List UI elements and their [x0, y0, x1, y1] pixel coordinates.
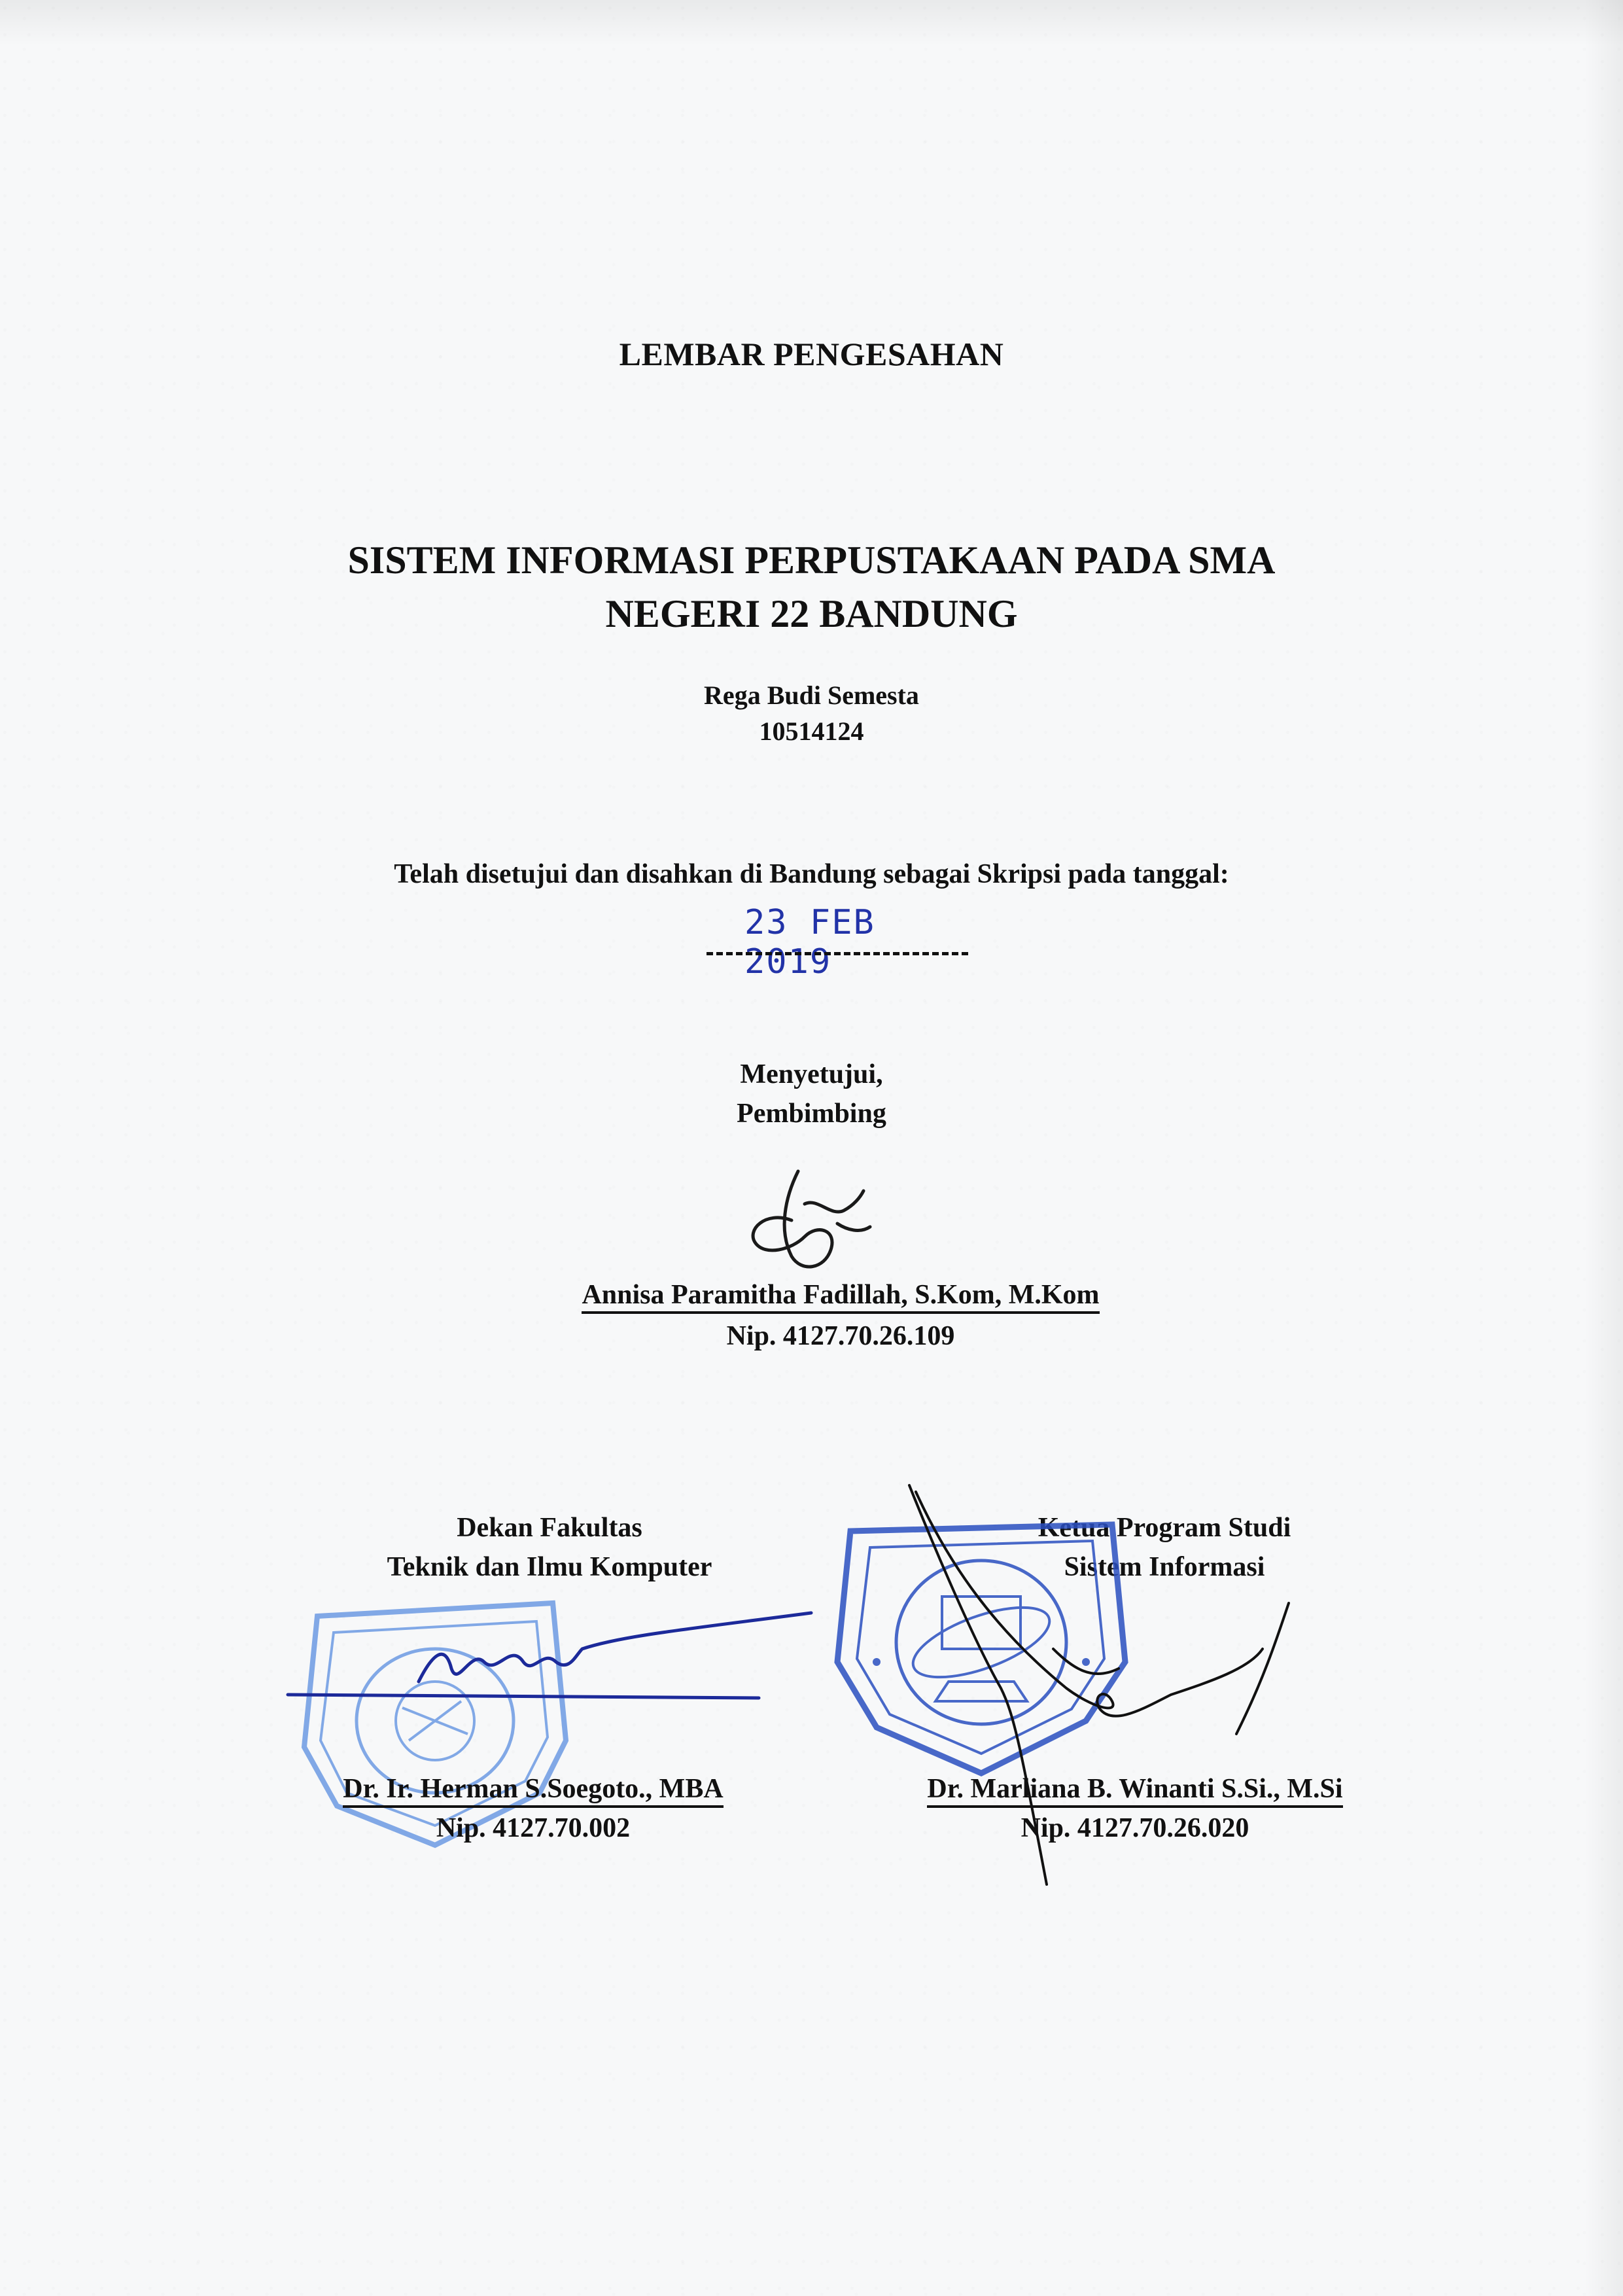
approval-date-stamp: 23 FEB 2019 — [744, 903, 875, 981]
kaprodi-title-line1: Ketua Program Studi — [1038, 1513, 1291, 1543]
thesis-title-line1: SISTEM INFORMASI PERPUSTAKAAN PADA SMA — [347, 539, 1276, 582]
dean-title-line2: Teknik dan Ilmu Komputer — [387, 1552, 712, 1582]
thesis-title-line2: NEGERI 22 BANDUNG — [605, 592, 1018, 635]
dean-title-line1: Dekan Fakultas — [457, 1513, 642, 1543]
advisor-signature — [739, 1158, 883, 1289]
dean-nip: Nip. 4127.70.002 — [436, 1813, 631, 1843]
date-dashed-line — [707, 952, 968, 955]
kaprodi-name: Dr. Marliana B. Winanti S.Si., M.Si — [927, 1774, 1342, 1808]
dean-title — [288, 1508, 811, 1587]
scan-edge-top — [0, 0, 1623, 46]
approval-block — [0, 1055, 1623, 1133]
author-id: 10514124 — [759, 716, 864, 746]
author-block — [0, 677, 1623, 749]
advisor-name-line — [533, 1279, 1148, 1311]
page-heading: LEMBAR PENGESAHAN — [619, 336, 1004, 372]
approval-statement: Telah disetujui dan disahkan di Bandung sebagai Skripsi pada tanggal: — [394, 859, 1229, 889]
advisor-role: Pembimbing — [737, 1099, 886, 1129]
approval-label: Menyetujui, — [740, 1059, 883, 1089]
advisor-name: Annisa Paramitha Fadillah, S.Kom, M.Kom — [582, 1280, 1099, 1314]
kaprodi-title-line2: Sistem Informasi — [1064, 1552, 1265, 1582]
thesis-title — [0, 533, 1623, 641]
advisor-nip: Nip. 4127.70.26.109 — [726, 1321, 955, 1351]
dean-name-line — [298, 1773, 769, 1805]
author-name: Rega Budi Semesta — [704, 680, 919, 710]
kaprodi-name-line — [883, 1773, 1387, 1805]
dean-signature — [281, 1590, 818, 1721]
kaprodi-nip: Nip. 4127.70.26.020 — [1021, 1813, 1249, 1843]
dean-name: Dr. Ir. Herman S.Soegoto., MBA — [343, 1774, 723, 1808]
